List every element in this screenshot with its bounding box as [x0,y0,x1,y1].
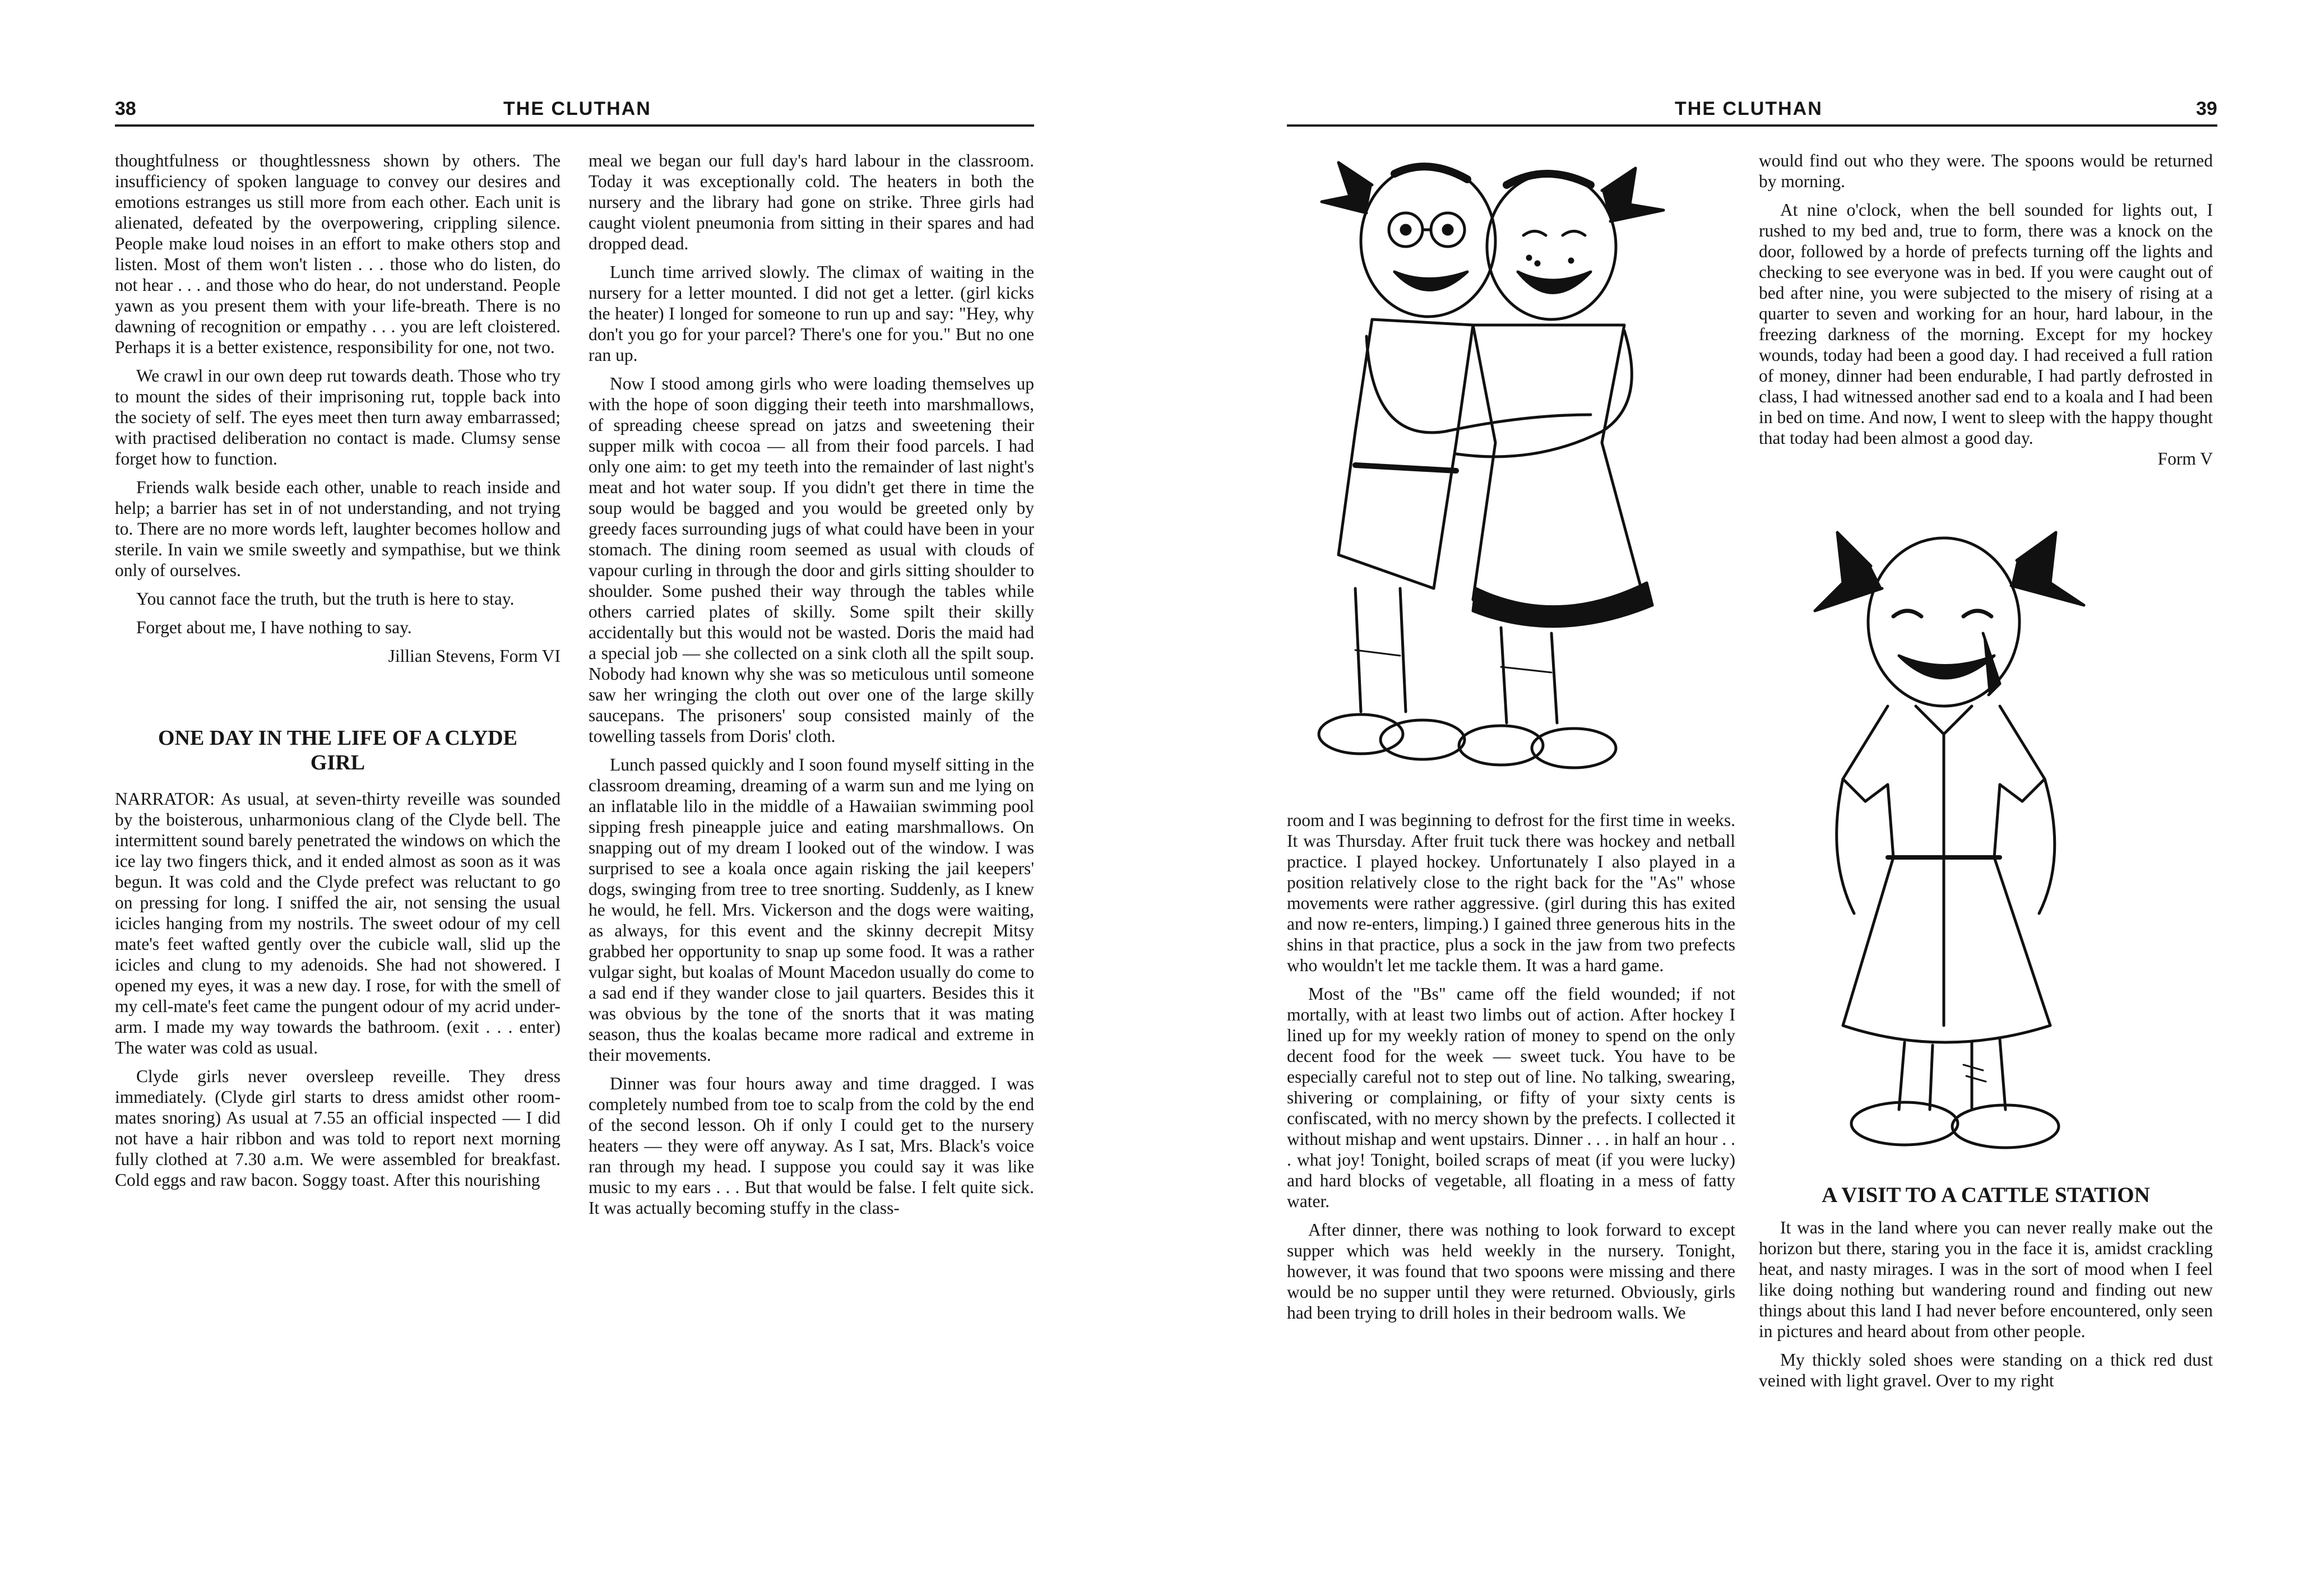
author-signature: Form V [2157,449,2213,468]
paragraph: NARRATOR: As usual, at seven-thirty reveille was sounded by the boisterous, unharmonious clang of the Clyde bell. The intermittent sound barely penetrated the windows on which the ice lay two fingers thick, and it ended almost as soon as it was begun. It was cold and the Clyde prefect was reluctant to go on pressing for long. I sniffed the air, not sensing the usual icicles hanging from my nostrils. The sweet odour of my cell mate's feet wafted gently over the cubicle wall, slid up the icicles and clung to my adenoids. She had not showered. I opened my eyes, it was a new day. I rose, for with the smell of my cell-mate's feet came the pungent odour of my acrid under-arm. I made my way towards the bathroom. (exit . . . enter) The water was cold as usual. [115,789,560,1057]
paragraph: would find out who they were. The spoons would be returned by morning. [1759,151,2213,191]
paragraph: Lunch passed quickly and I soon found myself sitting in the classroom dreaming, dreaming of a warm sun and me lying on an inflatable lilo in the middle of a Hawaiian swimming pool sipping fresh pineapple juice and eating marshmallows. On snapping out of my dream I looked out of the window. I was surprised to see a koala once again risking the jail keepers' dogs, swinging from tree to tree snorting. Suddenly, as I knew he would, he fell. Mrs. Vickerson and the dogs were waiting, as always, for this event and the skinny decrepit Mitsy grabbed her opportunity to snap up some food. It was a rather vulgar sight, but koalas of Mount Macedon usually do come to a sad end if they wander close to jail quarters. Besides this it was obvious by the tone of the snorts that it was mating season, thus the koalas became more radical and extreme in their movements. [589,755,1034,1065]
paragraph: It was in the land where you can never really make out the horizon but there, staring you in the face it is, amidst crackling heat, and nasty mirages. I was in the sort of mood when I feel like doing nothing but wandering round and finding out new things about this land I had never before encountered, only seen in pictures and heard about from other people. [1759,1218,2213,1341]
running-head-left: THE CLUTHAN [503,98,651,119]
paragraph: Dinner was four hours away and time dragged. I was completely numbed from toe to scalp from the cold by the end of the second lesson. Oh if only I could get to the nursery heaters — they were off anyway. As I sat, Mrs. Black's voice ran through my head. I suppose you could say it was like music to my ears . . . But that would be false. I felt quite sick. It was actually becoming stuffy in the class- [589,1074,1034,1218]
page-number-right: 39 [2196,98,2217,119]
paragraph: room and I was beginning to defrost for the first time in weeks. It was Thursday. After fruit tuck there was hockey and netball practice. I played hockey. Unfortunately I also played in a position relatively close to the right back for the "As" whose movements were rather aggressive. (girl during this has exited and now re-enters, limping.) I gained three generous hits in the shins in that practice, plus a sock in the jaw from two prefects who wouldn't let me tackle them. It was a hard game. [1287,810,1735,975]
paragraph: Clyde girls never oversleep reveille. They dress immediately. (Clyde girl starts to dress amidst other room-mates snoring) As usual at 7.55 an official inspected — I did not have a hair ribbon and was told to report next morning fully clothed at 7.30 a.m. We were assembled for breakfast. Cold eggs and raw bacon. Soggy toast. After this nourishing [115,1066,560,1190]
paragraph: thoughtfulness or thoughtlessness shown by others. The insufficiency of spoken language to convey our desires and emotions estranges us still more from each other. Each unit is alienated, defeated by the overpowering, crippling silence. People make loud noises in an effort to make others stop and listen. Most of them won't listen . . . those who do listen, do not hear . . . and those who do hear, do not understand. People yawn as you present them with your life-breath. There is no dawning of recognition or empathy . . . you are left cloistered. Perhaps it is a better existence, responsibility for one, not two. [115,151,560,357]
girl-illustration [1804,521,2151,1160]
header-rule-right [1287,124,2217,127]
paragraph: meal we began our full day's hard labour in the classroom. Today it was exceptionally cold. The heaters in both the nursery and the library had gone on strike. Three girls had caught violent pneumonia from sitting in their spares and had dropped dead. [589,151,1034,253]
paragraph: Most of the "Bs" came off the field wounded; if not mortally, with at least two limbs out of action. After hockey I lined up for my weekly ration of money to spend on the only decent food for the week — sweet tuck. You have to be especially careful not to step out of line. No talking, swearing, shivering or complaining, or fifty of your sixty cents is confiscated, with no mercy shown by the prefects. I collected it without mishap and went upstairs. Dinner . . . in half an hour . . . what joy! Tonight, boiled scraps of meat (if you were lucky) and hard blocks of vegetable, all floating in a mess of fatty water. [1287,984,1735,1211]
paragraph: Lunch time arrived slowly. The climax of waiting in the nursery for a letter mounted. I did not get a letter. (girl kicks the heater) I longed for someone to run up and say: "Hey, why don't you go for your parcel? There's one for you." But no one ran up. [589,262,1034,365]
paragraph: At nine o'clock, when the bell sounded for lights out, I rushed to my bed and, true to form, there was a knock on the door, followed by a horde of prefects turning off the lights and checking to see everyone was in bed. If you were caught out of bed after nine, you were subjected to the misery of rising at a quarter to seven and working for an hour, hard labour, in the freezing darkness of the morning. Except for my hockey wounds, today had been a good day. I had received a full ration of money, dinner had been endurable, I had partly defrosted in class, I had witnessed another sad end to a koala and I had been in bed on time. And now, I went to sleep with the happy thought that today had been almost a good day. [1759,200,2213,448]
article-heading: ONE DAY IN THE LIFE OF A CLYDE GIRL [158,726,517,774]
author-signature: Jillian Stevens, Form VI [388,646,560,666]
column-4-lower [1759,1182,2213,1399]
column-4 [1759,150,2213,477]
two-girls-illustration [1288,151,1776,796]
column-3 [1287,810,1735,1331]
column-1 [115,150,560,1198]
paragraph: After dinner, there was nothing to look forward to except supper which was held weekly in the nursery. Tonight, however, it was found that two spoons were missing and there would be no supper until they were returned. Obviously, girls had been trying to drill holes in their bedroom walls. We [1287,1220,1735,1323]
running-head-right: THE CLUTHAN [1675,98,1823,119]
article-heading: A VISIT TO A CATTLE STATION [1822,1183,2150,1207]
page-number-left: 38 [115,98,136,119]
paragraph: Now I stood among girls who were loading themselves up with the hope of soon digging their teeth into marshmallows, of spreading cheese spread on jatzs and sweetening their supper milk with cocoa — all from their food parcels. I had only one aim: to get my teeth into the remainder of last night's meat and hot water soup. If you didn't get there in time the soup would be bagged and you would be greeted only by greedy faces surrounding jugs of what could have been in your stomach. The dining room seemed as usual with clouds of vapour curling in through the door and girls sitting shoulder to shoulder. Some pushed their way through the tables while others carried plates of skilly. Some spilt their skilly accidentally but this would not be wasted. Doris the maid had a special job — she collected on a sink cloth all the spilt soup. Nobody had known why she was so meticulous until someone saw her wringing the cloth out over one of the large skilly saucepans. The prisoners' soup consisted mainly of the towelling tassels from Doris' cloth. [589,374,1034,746]
header-rule-left [115,124,1034,127]
paragraph: We crawl in our own deep rut towards death. Those who try to mount the sides of their imprisoning rut, topple back into the society of self. The eyes meet then turn away embarrassed; with practised deliberation no contact is made. Clumsy sense forget how to function. [115,366,560,468]
paragraph: You cannot face the truth, but the truth is here to stay. [136,589,515,609]
paragraph: My thickly soled shoes were standing on a thick red dust veined with light gravel. Over to my right [1759,1350,2213,1390]
column-2 [589,150,1034,1226]
paragraph: Friends walk beside each other, unable to reach inside and help; a barrier has set in of not understanding, and not trying to. There are no more words left, laughter becomes hollow and sterile. In vain we smile sweetly and sympathise, but we think only of ourselves. [115,477,560,580]
right-page [1154,0,2307,1596]
paragraph: Forget about me, I have nothing to say. [136,618,412,637]
